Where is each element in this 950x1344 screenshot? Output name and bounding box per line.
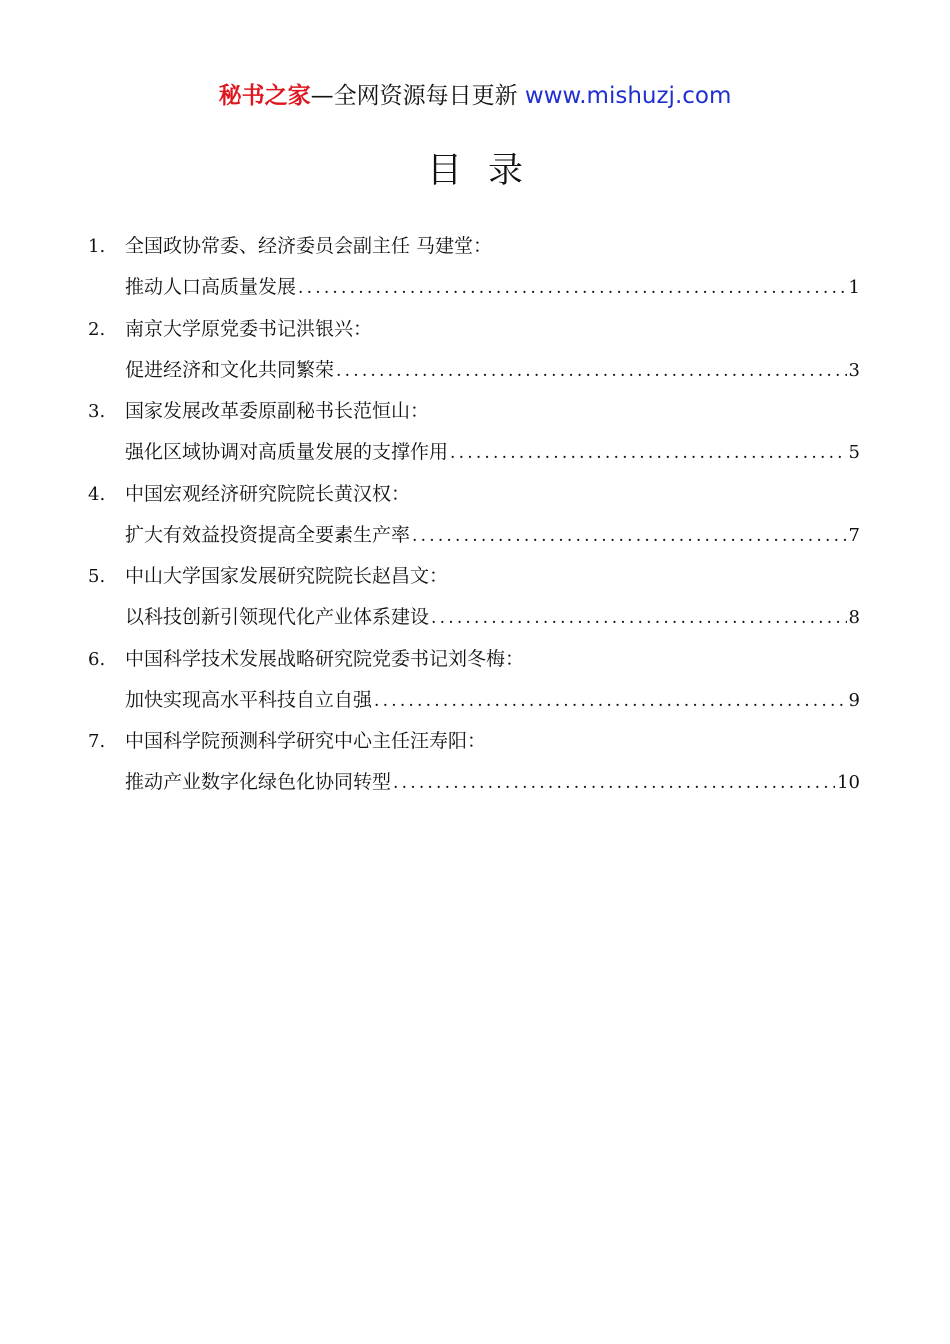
toc-entry-number: 3. [88,401,106,422]
toc-entry-topic-line [125,597,860,638]
table-of-contents [88,226,860,804]
toc-entry-speaker: 中国科学技术发展战略研究院党委书记刘冬梅： [125,647,525,670]
toc-entry-number: 4. [88,483,106,505]
toc-entry[interactable] [88,639,860,722]
dot-leader [296,268,847,309]
toc-entry[interactable] [88,556,860,639]
dot-leader [429,598,847,639]
toc-entry-page: 3 [848,359,860,381]
toc-entry-number: 2. [88,318,106,340]
toc-entry-speaker: 南京大学原党委书记洪银兴： [125,317,373,340]
dot-leader [334,351,847,392]
toc-entry-number: 1. [88,236,106,257]
toc-entry-page: 1 [848,277,860,298]
toc-entry-topic: 扩大有效益投资提高全要素生产率 [125,523,411,546]
toc-entry[interactable] [88,391,860,474]
toc-entry-heading [88,556,860,597]
toc-entry-topic-line [125,680,860,721]
toc-entry-topic-line [125,432,860,473]
toc-entry-topic: 促进经济和文化共同繁荣 [125,358,335,381]
toc-entry-speaker: 中国宏观经济研究院院长黄汉权： [125,482,411,505]
toc-entry-number: 6. [88,648,106,670]
dot-leader [372,681,847,722]
toc-entry-page: 7 [848,524,860,546]
toc-entry-speaker: 中山大学国家发展研究院院长赵昌文： [125,565,449,587]
toc-entry-page: 8 [848,607,860,628]
toc-entry-page: 5 [848,442,860,463]
toc-entry-heading [88,309,860,350]
toc-entry-topic: 加快实现高水平科技自立自强 [125,688,373,711]
site-header [0,78,950,114]
toc-entry-topic: 强化区域协调对高质量发展的支撑作用 [125,441,449,463]
page-title: 目录 [426,151,549,191]
toc-entry-number: 5. [88,566,106,587]
toc-entry-speaker: 国家发展改革委原副秘书长范恒山： [125,400,430,422]
toc-entry-speaker: 全国政协常委、经济委员会副主任 马建堂： [125,235,493,257]
toc-entry-topic: 推动人口高质量发展 [125,276,297,298]
toc-entry-topic-line [125,515,860,556]
dot-leader [448,433,847,474]
brand-name: 秘书之家 [218,83,311,109]
toc-entry[interactable] [88,226,860,309]
toc-entry-topic-line [125,350,860,391]
header-tagline: —全网资源每日更新 [310,83,518,109]
toc-entry-heading [88,474,860,515]
toc-entry-topic-line [125,267,860,308]
toc-entry[interactable] [88,474,860,557]
toc-entry-topic-line [125,762,860,803]
toc-entry[interactable] [88,309,860,392]
toc-entry-heading [88,721,860,762]
site-url[interactable]: www.mishuzj.com [524,83,732,109]
toc-entry-heading [88,639,860,680]
toc-entry-heading [88,226,860,267]
toc-entry-topic: 推动产业数字化绿色化协同转型 [125,771,392,793]
toc-entry-page: 10 [837,772,860,793]
dot-leader [391,763,835,804]
toc-entry-speaker: 中国科学院预测科学研究中心主任汪寿阳： [125,730,487,752]
toc-entry-heading [88,391,860,432]
dot-leader [410,516,847,557]
toc-entry-page: 9 [848,689,860,711]
toc-entry-topic: 以科技创新引领现代化产业体系建设 [125,606,430,628]
toc-entry-number: 7. [88,731,106,752]
toc-entry[interactable] [88,721,860,804]
